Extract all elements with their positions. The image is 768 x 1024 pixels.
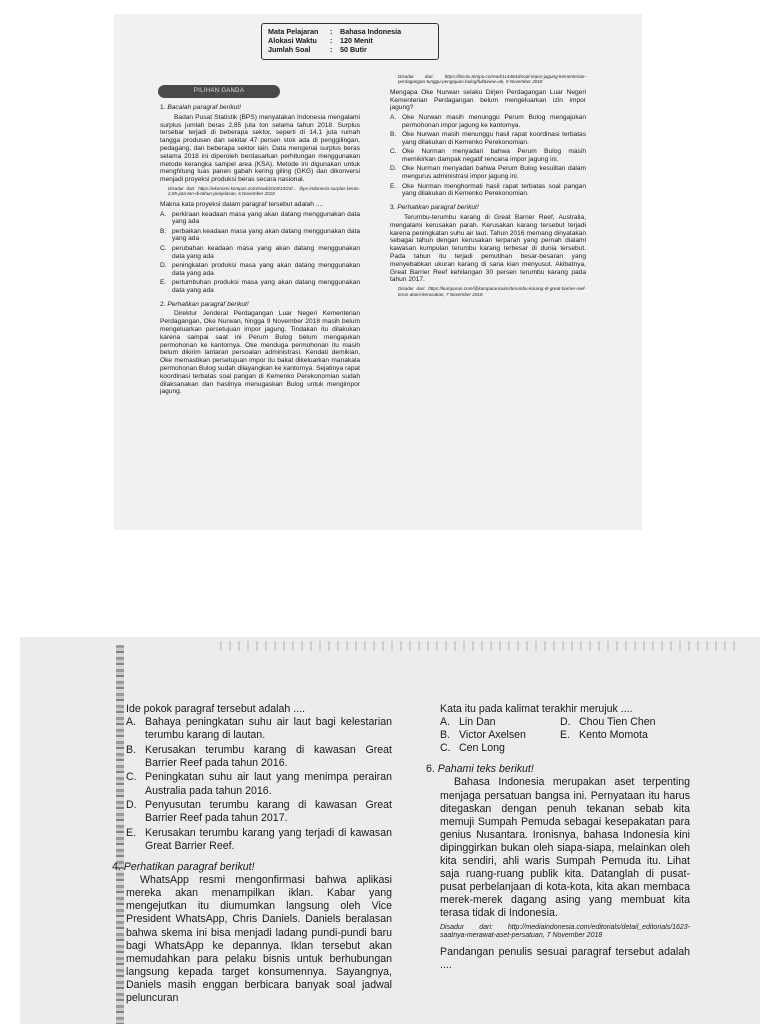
- option-a[interactable]: [126, 716, 392, 742]
- option-text: Victor Axelsen: [459, 729, 526, 742]
- option-text: Bahaya peningkatan suhu air laut bagi kelestarian terumbu karang di lautan.: [145, 716, 392, 742]
- scan-noise: [220, 641, 740, 651]
- question-1-passage: Badan Pusat Statistik (BPS) menyatakan Indonesia mengalami surplus jumlah beras 2,85 juta ton selama tahun 2018. Surplus tersebar terjadi di beberapa sektor, seperti di 14,1 juta rumah tangga produsen dan sekitar 47 persen stok ada di penggilingan, pedagang, dan beberapa sektor lain. Data mengenai surplus beras selama 2018 ini diperoleh berdasarkan perhitungan menggunakan metode kerangka sampel area (KSA). Metode ini digunakan untuk menghitung luas panen gabah kering giling (GKG) dan dikonversi menjadi proyeksi produksi beras secara nasional.: [160, 113, 360, 184]
- option-text: Oke Nurman menyadari bahwa Perum Bulog masih memikirkan dampak negatif rencana impor jagung ini.: [402, 148, 586, 164]
- info-row-time: [268, 36, 432, 45]
- question-number: 1.: [160, 104, 166, 111]
- option-letter: E.: [126, 826, 137, 839]
- question-number: 4.: [112, 861, 121, 874]
- info-row-subject: [268, 27, 432, 36]
- question-3-prompt: Ide pokok paragraf tersebut adalah ....: [126, 703, 306, 715]
- option-letter: E.: [390, 182, 397, 190]
- info-value: 50 Butir: [340, 45, 367, 54]
- option-letter: C.: [160, 244, 167, 252]
- option-text: Lin Dan: [459, 716, 496, 729]
- page1-right-column: [390, 72, 586, 301]
- info-key: Alokasi Waktu: [268, 36, 317, 45]
- option-c[interactable]: [126, 771, 392, 797]
- exam-page-2: [20, 637, 760, 1024]
- option-letter: A.: [126, 716, 137, 729]
- options-row: [440, 742, 690, 755]
- info-value: Bahasa Indonesia: [340, 27, 402, 36]
- page2-left-column: [112, 703, 392, 1005]
- option-b[interactable]: [440, 729, 560, 742]
- option-text: Oke Nurman menghormati hasil rapat terbatas soal pangan yang dilakukan di Kemenko Perekonomian.: [402, 182, 586, 198]
- option-a[interactable]: [160, 211, 360, 227]
- option-text: Peningkatan suhu air laut yang menimpa perairan Australia pada tahun 2016.: [145, 771, 392, 797]
- question-1-prompt: Makna kata proyeksi dalam paragraf tersebut adalah ....: [160, 200, 324, 208]
- question-6-passage: Bahasa Indonesia merupakan aset terpenting menjaga persatuan bangsa ini. Pernyataan itu harus ditegaskan dengan penuh tekanan sebab kita memuji Sumpah Pemuda sebagai kesepakatan para genius Nusantara. Ironisnya, bahasa Indonesia kini dipinggirkan bukan oleh siapa-siapa, melainkan oleh kita sendiri, ahli waris Sumpah Pemuda itu. Lihat saja ruang-ruang publik kita. Datanglah di pusat-pusat perbelanjaan di kota-kota, kita akan membaca merek-merek dagang asing yang membuat kita terasa tidak di Indonesia.: [440, 776, 690, 920]
- question-4-instruction: [112, 861, 392, 874]
- question-5-prompt: Kata itu pada kalimat terakhir merujuk ....: [440, 703, 633, 715]
- question-2-source: Disadur dari: https://bisnis.tempo.co/read/1144843/soal-impor-jagung-kementerian-perdagangan-tunggu-pengajuan-bulog/full&view=ok, 9 November 2018: [398, 74, 586, 85]
- info-value: 120 Menit: [340, 36, 373, 45]
- option-letter: C.: [126, 771, 137, 784]
- info-key: Jumlah Soal: [268, 45, 311, 54]
- option-d[interactable]: [126, 799, 392, 825]
- question-3-instruction: [390, 204, 586, 212]
- question-1-options: [160, 211, 360, 295]
- option-letter: E.: [560, 729, 571, 742]
- option-b[interactable]: [390, 131, 586, 147]
- question-number: 3.: [390, 204, 396, 212]
- question-number: 6.: [426, 763, 435, 776]
- section-header: PILIHAN GANDA: [158, 85, 280, 98]
- question-6-source: Disadur dari: http://mediaindonesia.com/editorials/detail_editorials/1623-saatnya-merawat-aset-persatuan, 7 November 2018: [440, 923, 690, 939]
- option-text: Chou Tien Chen: [579, 716, 656, 729]
- option-letter: B.: [390, 131, 397, 139]
- option-e[interactable]: [560, 729, 648, 742]
- question-instruction: Perhatikan paragraf berikut!: [397, 204, 479, 212]
- question-6-instruction: [426, 763, 690, 776]
- option-letter: E.: [160, 278, 167, 286]
- option-text: Kerusakan terumbu karang yang terjadi di kawasan Great Barrier Reef.: [145, 826, 392, 852]
- option-text: peningkatan produksi masa yang akan datang menggunakan data yang ada: [172, 261, 360, 277]
- question-number: 2.: [160, 300, 166, 308]
- option-d[interactable]: [560, 716, 656, 729]
- option-letter: D.: [560, 716, 571, 729]
- question-instruction: Pahami teks berikut!: [437, 763, 534, 776]
- option-letter: B.: [440, 729, 451, 742]
- info-sep: :: [330, 45, 333, 54]
- option-letter: B.: [126, 743, 137, 756]
- option-b[interactable]: [160, 228, 360, 244]
- option-letter: A.: [160, 210, 167, 218]
- question-1-instruction: [160, 104, 360, 112]
- question-instruction: Perhatikan paragraf berikut!: [167, 300, 249, 308]
- info-sep: :: [330, 36, 333, 45]
- options-row: [440, 729, 690, 742]
- info-row-count: [268, 45, 432, 54]
- option-text: Oke Nurwan masih menunggu Perum Bulog mengajukan permohonan impor jagung ke kantornya.: [402, 114, 586, 129]
- info-key: Mata Pelajaran: [268, 27, 319, 36]
- option-c[interactable]: [390, 148, 586, 164]
- page2-right-column: [426, 703, 690, 972]
- exam-page-1: [114, 14, 642, 530]
- question-5-options: [440, 716, 690, 755]
- question-instruction: Perhatikan paragraf berikut!: [123, 861, 255, 874]
- option-letter: B.: [160, 227, 167, 235]
- exam-info-box: [261, 23, 439, 60]
- option-text: Penyusutan terumbu karang di kawasan Great Barrier Reef pada tahun 2017.: [145, 799, 392, 825]
- question-2-options: [390, 114, 586, 198]
- question-4-passage: WhatsApp resmi mengonfirmasi bahwa aplikasi mereka akan menampilkan iklan. Kabar yang mengejutkan itu diumumkan langsung oleh Vice President WhatsApp, Chris Daniels. Daniels beralasan bahwa skema ini bisa menjadi ladang pundi-pundi baru bagi WhatsApp ke depannya. Iklan tersebut akan memudahkan para pelaku bisnis untuk berhubungan langsung kepada target konsumennya. Sayangnya, Daniels masih enggan berbicara banyak soal jadwal peluncuran: [126, 874, 392, 1004]
- option-e[interactable]: [390, 183, 586, 199]
- option-b[interactable]: [126, 744, 392, 770]
- option-letter: C.: [440, 742, 451, 755]
- option-letter: D.: [390, 165, 397, 173]
- option-a[interactable]: [440, 716, 560, 729]
- option-text: perbaikan keadaan masa yang akan datang menggunakan data yang ada: [172, 227, 360, 243]
- option-d[interactable]: [160, 262, 360, 278]
- option-text: perubahan keadaan masa yang akan datang menggunakan data yang ada: [172, 244, 360, 260]
- page1-left-column: [160, 104, 360, 398]
- option-text: Oke Nurman menyadari bahwa Perum Bulog kesulitan dalam mengurus administrasi impor jagung ini.: [402, 165, 586, 181]
- question-2-prompt: Mengapa Oke Nurwan selaku Dirjen Perdagangan Luar Negeri Kementerian Perdagangan belum mengeluarkan izin impor jagung?: [390, 88, 586, 112]
- question-3-source: Disadur dari: https://kumparan.com/@kumparansains/terumbu-karang-di-great-barrier-reef-terus-alami-kerusakan, 7 November 2018: [398, 286, 586, 297]
- option-e[interactable]: [126, 827, 392, 853]
- question-instruction: Bacalah paragraf berikut!: [167, 104, 242, 111]
- option-text: Cen Long: [459, 742, 505, 755]
- question-2-passage: Direktur Jenderal Perdagangan Luar Negeri Kementerian Perdagangan, Oke Nurwan, hingga 9 November 2018 masih belum mengeluarkan persetujuan impor jagung. Tindakan itu dilakukan karena sampai saat ini Perum Bulog belum mengajukan permohonan ke kantornya. Oke menduga permohonan itu masih belum dikirim lantaran persoalan administrasi. Kendati demikian, Oke memastikan persetujuan impor itu bakal dikeluarkan manakala permohonan Bulog sudah dilayangkan ke kantornya. Sejatinya rapat koordinasi terbatas soal pangan di Kemenko Perekonomian sudah dilaksanakan dan hasilnya menugaskan Bulog untuk mengimpor jagung.: [160, 310, 360, 396]
- option-letter: A.: [390, 114, 397, 122]
- option-text: perkiraan keadaan masa yang akan datang menggunakan data yang ada: [172, 210, 360, 226]
- question-3-options: [126, 716, 392, 853]
- option-letter: D.: [160, 261, 167, 269]
- question-2-instruction: [160, 301, 360, 309]
- question-3-passage: Terumbu-terumbu karang di Great Barrier Reef, Australia, mengalami kerusakan parah. Kerusakan karang tersebut terjadi karena peningkatan suhu air laut. Tahun 2016 memang dinyatakan sebagai tahun dengan kerusakan terparah yang pernah dialami kawasan kumpulan terumbu karang terbesar di dunia tersebut. Pada tahun itu terjadi pemutihan besar-besaran yang menyebabkan ukuran karang di sana kian menyusut. Akibatnya, Great Barrier Reef kehilangan 30 persen terumbu karang pada tahun 2017.: [390, 213, 586, 284]
- option-letter: C.: [390, 148, 397, 156]
- question-1-source: Disadur dari: https://ekonomi.kompas.com/read/2018/10/23/... /bps-indonesia-surplus-beras-2,85-juta-ton-di-tahun-penjelasan, 6 November 2018: [168, 185, 360, 197]
- option-e[interactable]: [160, 279, 360, 295]
- option-text: Oke Nurwan masih menunggu hasil rapat koordinasi terbatas yang dilakukan di Kemenko Perekonomian.: [402, 131, 586, 147]
- option-c[interactable]: [160, 245, 360, 261]
- option-text: Kerusakan terumbu karang di kawasan Great Barrier Reef pada tahun 2016.: [145, 743, 392, 769]
- option-a[interactable]: [390, 114, 586, 130]
- option-c[interactable]: [440, 742, 505, 755]
- info-sep: :: [330, 27, 333, 36]
- option-letter: A.: [440, 716, 451, 729]
- option-text: Kento Momota: [579, 729, 648, 742]
- question-6-prompt: Pandangan penulis sesuai paragraf tersebut adalah ....: [440, 945, 690, 971]
- scan-binding-edge: [116, 645, 124, 1024]
- option-text: pertumbuhan produksi masa yang akan datang menggunakan data yang ada: [172, 278, 360, 294]
- options-row: [440, 716, 690, 729]
- option-letter: D.: [126, 799, 137, 812]
- option-d[interactable]: [390, 165, 586, 181]
